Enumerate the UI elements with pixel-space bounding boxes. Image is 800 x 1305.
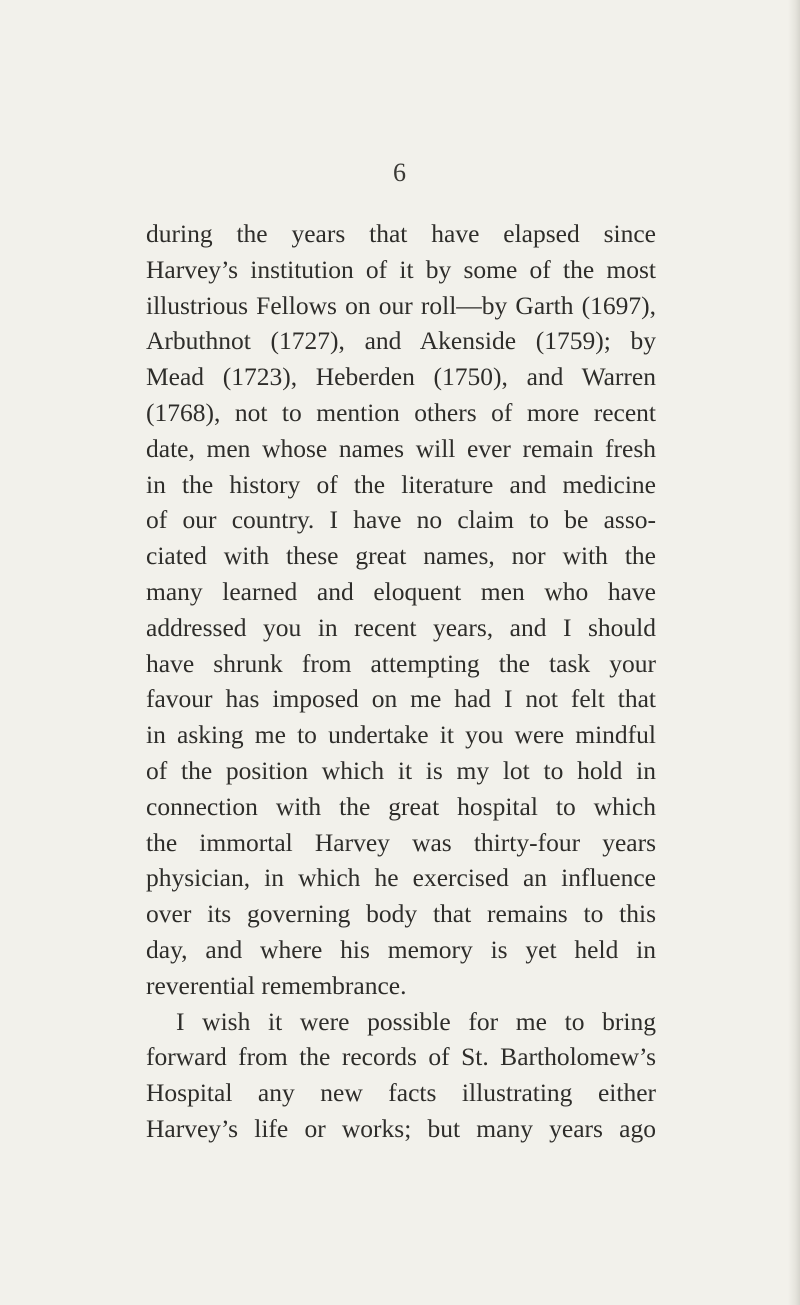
text-line: many learned and eloquent men who have — [146, 576, 656, 606]
text-line: date, men whose names will ever remain fresh — [146, 433, 656, 463]
text-line: Harvey’s institution of it by some of the most — [146, 254, 656, 284]
text-line: Mead (1723), Heberden (1750), and Warren — [146, 362, 656, 392]
text-line: illustrious Fellows on our roll—by Garth (1697), — [146, 290, 656, 320]
text-line: favour has imposed on me had I not felt that — [146, 684, 656, 714]
text-line: Arbuthnot (1727), and Akenside (1759); by — [146, 326, 656, 356]
text-line: (1768), not to mention others of more recent — [146, 397, 656, 427]
text-line: forward from the records of St. Bartholomew’s — [146, 1042, 656, 1072]
text-line: in asking me to undertake it you were mindful — [146, 720, 656, 750]
text-line: of our country. I have no claim to be asso- — [146, 505, 656, 535]
page-edge-shadow — [788, 0, 800, 1305]
text-line: I wish it were possible for me to bring — [176, 1006, 656, 1036]
text-line: physician, in which he exercised an influence — [146, 863, 656, 893]
text-line: of the position which it is my lot to hold in — [146, 755, 656, 785]
text-line: ciated with these great names, nor with the — [146, 541, 656, 571]
text-line: over its governing body that remains to this — [146, 899, 656, 929]
text-line: Harvey’s life or works; but many years ago — [146, 1113, 656, 1143]
text-line: during the years that have elapsed since — [146, 219, 656, 248]
page-number: 6 — [393, 158, 407, 187]
text-line: reverential remembrance. — [146, 970, 407, 1000]
text-line: connection with the great hospital to which — [146, 791, 656, 821]
text-line: in the history of the literature and medicine — [146, 469, 656, 499]
text-line: the immortal Harvey was thirty-four years — [146, 827, 656, 857]
text-line: Hospital any new facts illustrating either — [146, 1078, 656, 1108]
text-line: addressed you in recent years, and I should — [146, 612, 656, 642]
body-text — [146, 216, 656, 1147]
text-line: day, and where his memory is yet held in — [146, 934, 656, 964]
text-line: have shrunk from attempting the task your — [146, 648, 656, 678]
